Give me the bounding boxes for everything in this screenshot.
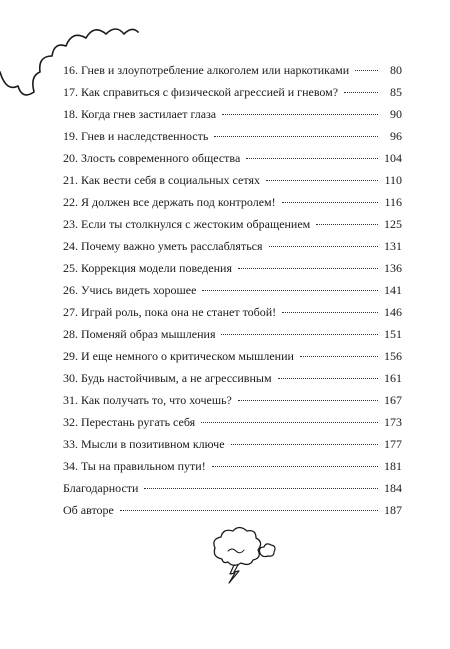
- toc-entry: [63, 411, 402, 433]
- dot-leader: [269, 246, 378, 247]
- dot-leader: [221, 334, 378, 335]
- dot-leader: [144, 488, 378, 489]
- toc-entry-title: 25. Коррекция модели поведения: [63, 261, 232, 275]
- dot-leader: [222, 114, 378, 115]
- toc-entry-page-number: 136: [384, 261, 402, 275]
- toc-entry-title: 28. Поменяй образ мышления: [63, 327, 216, 341]
- toc-entry-page-number: 90: [390, 107, 402, 121]
- toc-entry: [63, 235, 402, 257]
- dot-leader: [278, 378, 378, 379]
- dot-leader: [201, 422, 378, 423]
- toc-entry-title: Благодарности: [63, 481, 139, 495]
- toc-entry-title: 27. Играй роль, пока она не станет тобой!: [63, 305, 277, 319]
- toc-entry-title: 34. Ты на правильном пути!: [63, 459, 206, 473]
- toc-entry-page-number: 116: [384, 195, 402, 209]
- toc-entry-page-number: 85: [390, 85, 402, 99]
- toc-entry-page-number: 125: [384, 217, 402, 231]
- dot-leader: [355, 70, 378, 71]
- toc-entry-title: 33. Мысли в позитивном ключе: [63, 437, 225, 451]
- toc-entry-page-number: 167: [384, 393, 402, 407]
- toc-entry-title: 29. И еще немного о критическом мышлении: [63, 349, 294, 363]
- toc-entry: [63, 279, 402, 301]
- dot-leader: [300, 356, 378, 357]
- dot-leader: [202, 290, 378, 291]
- toc-entry-page-number: 141: [384, 283, 402, 297]
- toc-entry-page-number: 173: [384, 415, 402, 429]
- toc-entry: [63, 345, 402, 367]
- toc-entry: [63, 213, 402, 235]
- toc-entry-title: 32. Перестань ругать себя: [63, 415, 196, 429]
- dot-leader: [214, 136, 378, 137]
- toc-entry: [63, 169, 402, 191]
- toc-entry: [63, 125, 402, 147]
- toc-entry: [63, 323, 402, 345]
- toc-entry-title: Об авторе: [63, 503, 114, 517]
- toc-entry-title: 24. Почему важно уметь расслабляться: [63, 239, 263, 253]
- toc-entry-page-number: 104: [384, 151, 402, 165]
- dot-leader: [246, 158, 378, 159]
- toc-entry-page-number: 181: [384, 459, 402, 473]
- toc-entry-title: 21. Как вести себя в социальных сетях: [63, 173, 260, 187]
- cloud-lightning-doodle-icon: [208, 523, 278, 585]
- toc-entry-title: 17. Как справиться с физической агрессией и гневом?: [63, 85, 339, 99]
- dot-leader: [282, 312, 378, 313]
- toc-entry-page-number: 110: [384, 173, 402, 187]
- toc-entry: [63, 59, 402, 81]
- toc-entry-page-number: 131: [384, 239, 402, 253]
- toc-entry-title: 23. Если ты столкнулся с жестоким обращением: [63, 217, 311, 231]
- toc-entry: [63, 257, 402, 279]
- toc-entry: [63, 477, 402, 499]
- dot-leader: [344, 92, 378, 93]
- toc-entry-title: 22. Я должен все держать под контролем!: [63, 195, 276, 209]
- toc-entry-page-number: 177: [384, 437, 402, 451]
- toc-entry-title: 16. Гнев и злоупотребление алкоголем или наркотиками: [63, 63, 350, 77]
- dot-leader: [231, 444, 378, 445]
- toc-entry: [63, 455, 402, 477]
- dot-leader: [238, 400, 378, 401]
- toc-entry-page-number: 184: [384, 481, 402, 495]
- toc-entry: [63, 147, 402, 169]
- toc-entry: [63, 301, 402, 323]
- toc-entry-title: 30. Будь настойчивым, а не агрессивным: [63, 371, 272, 385]
- dot-leader: [316, 224, 378, 225]
- dot-leader: [282, 202, 378, 203]
- toc-entry-title: 18. Когда гнев застилает глаза: [63, 107, 217, 121]
- toc-entry-title: 20. Злость современного общества: [63, 151, 241, 165]
- dot-leader: [212, 466, 378, 467]
- toc-entry: [63, 389, 402, 411]
- toc-entry: [63, 499, 402, 521]
- toc-entry-page-number: 156: [384, 349, 402, 363]
- toc-entry-page-number: 80: [390, 63, 402, 77]
- dot-leader: [120, 510, 378, 511]
- toc-entry: [63, 191, 402, 213]
- toc-entry: [63, 103, 402, 125]
- toc-entry-title: 19. Гнев и наследственность: [63, 129, 209, 143]
- toc-entry-page-number: 187: [384, 503, 402, 517]
- toc-entry-page-number: 151: [384, 327, 402, 341]
- toc-entry-page-number: 96: [390, 129, 402, 143]
- toc-entry: [63, 367, 402, 389]
- toc-entry: [63, 433, 402, 455]
- toc-entry-page-number: 161: [384, 371, 402, 385]
- toc-entry: [63, 81, 402, 103]
- toc-entry-page-number: 146: [384, 305, 402, 319]
- toc-entry-title: 31. Как получать то, что хочешь?: [63, 393, 232, 407]
- dot-leader: [238, 268, 378, 269]
- table-of-contents: [63, 59, 402, 521]
- toc-entry-title: 26. Учись видеть хорошее: [63, 283, 197, 297]
- dot-leader: [266, 180, 378, 181]
